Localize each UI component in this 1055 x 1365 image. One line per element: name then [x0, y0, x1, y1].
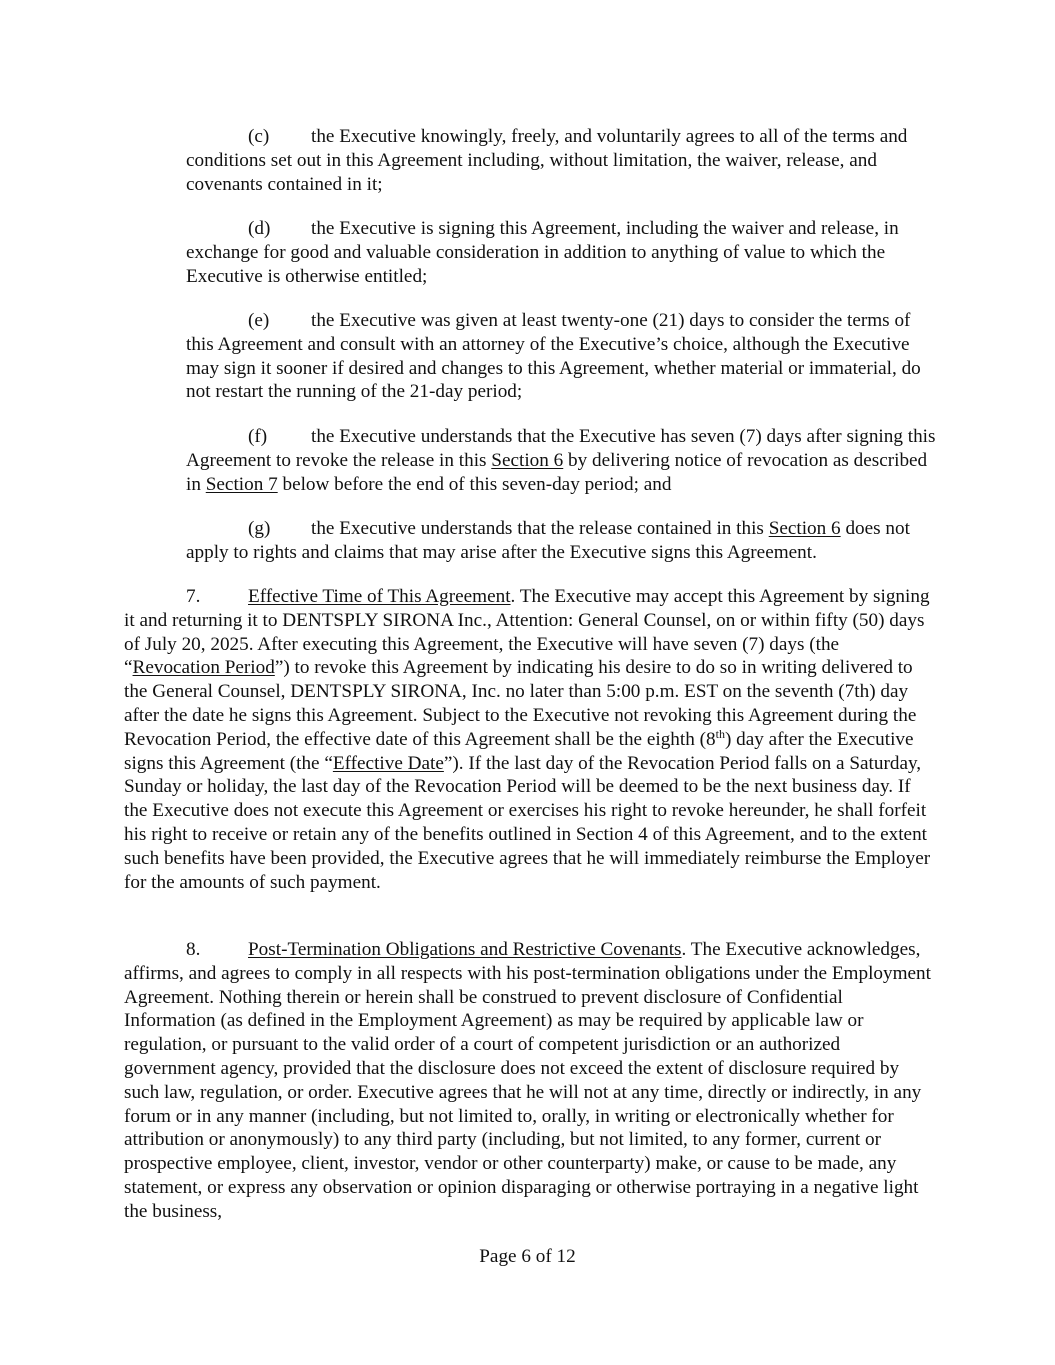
superscript-ordinal: th: [715, 726, 725, 741]
clause-label: (c): [248, 126, 270, 147]
clause-label: (f): [248, 426, 268, 447]
section-7-reference: Section 7: [205, 473, 278, 495]
clause-e: [186, 309, 938, 404]
defined-term-effective-date: Effective Date: [332, 752, 444, 774]
clause-text: the Executive was given at least twenty-one (21) days to consider the terms of this Agreement and consult with an attorney of the Executive’s choice, although the Executive may sign it sooner if desired and changes to this Agreement, whether material or immaterial, do not restart the running of the 21-day period;: [186, 310, 921, 403]
section-7-paragraph: [124, 585, 936, 894]
section-6-reference: Section 6: [491, 449, 564, 471]
clause-c: [186, 125, 938, 196]
section-number: 7.: [186, 586, 201, 607]
section-heading: Effective Time of This Agreement: [248, 586, 511, 607]
clause-text: by delivering notice of revocation as described in: [186, 449, 928, 495]
clause-text: the Executive is signing this Agreement, including the waiver and release, in exchange for good and valuable consideration in addition to anything of value to which the Executive is otherwise entitled;: [186, 218, 899, 287]
section-6-reference: Section 6: [768, 518, 841, 539]
clause-text: below before the end of this seven-day period; and: [277, 473, 672, 495]
clause-d: [186, 217, 938, 288]
section-text: ”). If the last day of the Revocation Period falls on a Saturday, Sunday or holiday, the last day of the Revocation Period will be deemed to be the next business day. If the Executive does not execute this Agreement or exercises his right to revoke hereunder, he shall forfeit his right to receive or retain any of the benefits outlined in Section 4 of this Agreement, and to the extent such benefits have been provided, the Executive agrees that he will immediately reimburse the Employer for the amounts of such payment.: [124, 752, 931, 893]
section-text: . The Executive acknowledges, affirms, and agrees to comply in all respects with his post-termination obligations under the Employment Agreement. Nothing therein or herein shall be construed to prevent disclosure of Confidential Information (as defined in the Employment Agreement) as may be required by applicable law or regulation, or pursuant to the valid order of a court of competent jurisdiction or an authorized government agency, provided that the disclosure does not exceed the extent of disclosure required by such law, regulation, or order. Executive agrees that he will not at any time, directly or indirectly, in any forum or in any manner (including, but not limited to, orally, in writing or electronically whether for attribution or anonymously) to any third party (including, but not limited, to any former, current or prospective employee, client, investor, vendor or other counterparty) make, or cause to be made, any statement, or express any observation or opinion disparaging or otherwise portraying in a negative light the business,: [124, 939, 931, 1222]
section-8-paragraph: [124, 938, 936, 1224]
clause-label: (g): [248, 518, 271, 539]
clause-text: the Executive understands that the release contained in this: [311, 518, 769, 539]
clause-g: [186, 517, 938, 565]
section-text: ”) to revoke this Agreement by indicating his desire to do so in writing delivered to the General Counsel, DENTSPLY SIRONA, Inc. no later than 5:00 p.m. EST on the seventh (7th) day after the date he signs this Agreement. Subject to the Executive not revoking this Agreement during the Revocation Period, the effective date of this Agreement shall be the eighth (8: [124, 657, 917, 750]
defined-term-revocation-period: Revocation Period: [132, 657, 275, 679]
clause-label: (e): [248, 310, 270, 331]
section-heading: Post-Termination Obligations and Restrictive Covenants: [248, 939, 682, 960]
section-text: . The Executive may accept this Agreement by signing it and returning it to DENTSPLY SIRONA Inc., Attention: General Counsel, on or within fifty (50) days of July 20, 2025. After executing this Agreement, the Executive will have seven (7) days (the “: [124, 586, 930, 679]
clause-text: the Executive understands that the Executive has seven (7) days after signing this Agreement to revoke the release in this: [186, 426, 936, 471]
clause-f: [186, 425, 938, 496]
clause-text: does not apply to rights and claims that may arise after the Executive signs this Agreement.: [186, 518, 910, 563]
section-number: 8.: [186, 939, 201, 960]
page-number: Page 6 of 12: [479, 1246, 576, 1267]
clause-label: (d): [248, 218, 271, 239]
section-text: ) day after the Executive signs this Agreement (the “: [124, 728, 914, 774]
clause-text: the Executive knowingly, freely, and voluntarily agrees to all of the terms and conditions set out in this Agreement including, without limitation, the waiver, release, and covenants contained in it;: [186, 126, 908, 195]
